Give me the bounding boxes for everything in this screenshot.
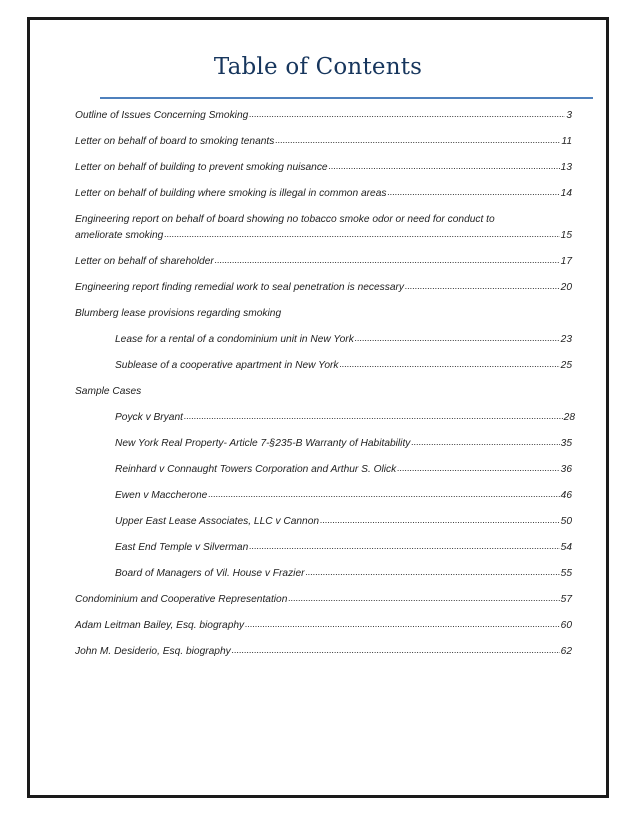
toc-entry-page: 14 bbox=[560, 188, 572, 199]
dot-leader bbox=[164, 228, 559, 241]
toc-entry-label: Letter on behalf of shareholder bbox=[75, 256, 214, 267]
toc-entry-label-line1: Engineering report on behalf of board showing no tobacco smoke odor or need for conduct to bbox=[75, 214, 495, 225]
toc-entry-label: Adam Leitman Bailey, Esq. biography bbox=[75, 620, 245, 631]
toc-entry-page: 50 bbox=[560, 516, 572, 527]
toc-entry-label: ameliorate smoking bbox=[75, 230, 164, 241]
toc-entry-poyck-v-bryant[interactable] bbox=[115, 411, 575, 424]
toc-entry-label: New York Real Property- Article 7-§235-B Warranty of Habitability bbox=[115, 438, 411, 449]
title-underline bbox=[100, 97, 593, 99]
toc-entry-engineering-report-remedial[interactable] bbox=[75, 281, 572, 294]
toc-entry-page: 28 bbox=[563, 412, 575, 423]
toc-entry-page: 23 bbox=[560, 334, 572, 345]
toc-entry-ewen[interactable] bbox=[115, 489, 572, 502]
toc-entry-page: 13 bbox=[560, 162, 572, 173]
toc-entry-label: Condominium and Cooperative Representation bbox=[75, 594, 288, 605]
dot-leader bbox=[397, 462, 559, 475]
toc-entry-label: Engineering report finding remedial work to seal penetration is necessary bbox=[75, 282, 405, 293]
toc-entry-label: Poyck v Bryant bbox=[115, 412, 183, 423]
dot-leader bbox=[306, 566, 560, 579]
toc-entry-letter-nuisance[interactable] bbox=[75, 161, 572, 174]
dot-leader bbox=[329, 160, 560, 173]
dot-leader bbox=[249, 540, 559, 553]
toc-entry-page: 36 bbox=[560, 464, 572, 475]
toc-entry-page: 46 bbox=[560, 490, 572, 501]
document-page bbox=[27, 17, 609, 798]
toc-entry-bailey-biography[interactable] bbox=[75, 619, 572, 632]
toc-entry-outline[interactable] bbox=[75, 109, 572, 122]
dot-leader bbox=[184, 410, 563, 423]
toc-entry-reinhard[interactable] bbox=[115, 463, 572, 476]
toc-entry-page: 54 bbox=[560, 542, 572, 553]
dot-leader bbox=[411, 436, 559, 449]
dot-leader bbox=[208, 488, 559, 501]
toc-entry-east-end-temple[interactable] bbox=[115, 541, 572, 554]
toc-entry-sublease-cooperative[interactable] bbox=[115, 359, 572, 372]
toc-entry-page: 60 bbox=[560, 620, 572, 631]
dot-leader bbox=[355, 332, 560, 345]
toc-entry-label: Lease for a rental of a condominium unit in New York bbox=[115, 334, 354, 345]
toc-entry-page: 3 bbox=[566, 110, 572, 121]
dot-leader bbox=[249, 108, 565, 121]
toc-entry-page: 15 bbox=[560, 230, 572, 241]
dot-leader bbox=[387, 186, 559, 199]
toc-entry-page: 25 bbox=[560, 360, 572, 371]
toc-entry-upper-east[interactable] bbox=[115, 515, 572, 528]
dot-leader bbox=[245, 618, 560, 631]
toc-section-sample-cases bbox=[75, 385, 572, 398]
toc-entry-label: Letter on behalf of board to smoking tenants bbox=[75, 136, 275, 147]
toc-entry-page: 20 bbox=[560, 282, 572, 293]
toc-entry-page: 55 bbox=[560, 568, 572, 579]
toc-entry-engineering-report-board[interactable] bbox=[75, 213, 572, 242]
dot-leader bbox=[405, 280, 560, 293]
toc-entry-page: 17 bbox=[560, 256, 572, 267]
toc-entry-letter-board[interactable] bbox=[75, 135, 572, 148]
toc-entry-desiderio-biography[interactable] bbox=[75, 645, 572, 658]
dot-leader bbox=[320, 514, 560, 527]
toc-entry-label: Letter on behalf of building to prevent smoking nuisance bbox=[75, 162, 328, 173]
toc-entry-label: Sublease of a cooperative apartment in New York bbox=[115, 360, 339, 371]
toc-entry-label: Ewen v Maccherone bbox=[115, 490, 208, 501]
toc-entry-label: Letter on behalf of building where smoking is illegal in common areas bbox=[75, 188, 387, 199]
toc-section-label: Sample Cases bbox=[75, 386, 142, 397]
toc-entry-label: East End Temple v Silverman bbox=[115, 542, 249, 553]
toc-entry-label: Upper East Lease Associates, LLC v Cannon bbox=[115, 516, 320, 527]
toc-entry-condominium-representation[interactable] bbox=[75, 593, 572, 606]
toc-entry-ny-real-property[interactable] bbox=[115, 437, 572, 450]
toc-entry-label: John M. Desiderio, Esq. biography bbox=[75, 646, 231, 657]
dot-leader bbox=[275, 134, 560, 147]
dot-leader bbox=[340, 358, 560, 371]
toc-entry-letter-shareholder[interactable] bbox=[75, 255, 572, 268]
toc-section-label: Blumberg lease provisions regarding smoking bbox=[75, 308, 282, 319]
toc-entry-letter-common-areas[interactable] bbox=[75, 187, 572, 200]
toc-entry-vil-house[interactable] bbox=[115, 567, 572, 580]
toc-entry-label: Outline of Issues Concerning Smoking bbox=[75, 110, 249, 121]
toc-section-blumberg bbox=[75, 307, 572, 320]
dot-leader bbox=[288, 592, 559, 605]
dot-leader bbox=[232, 644, 560, 657]
toc-entry-page: 35 bbox=[560, 438, 572, 449]
toc-entry-lease-condominium[interactable] bbox=[115, 333, 572, 346]
toc-entry-page: 62 bbox=[560, 646, 572, 657]
toc-entry-page: 57 bbox=[560, 594, 572, 605]
toc-entry-label: Reinhard v Connaught Towers Corporation and Arthur S. Olick bbox=[115, 464, 397, 475]
page-title: Table of Contents bbox=[213, 54, 423, 80]
toc-entry-label: Board of Managers of Vil. House v Frazier bbox=[115, 568, 305, 579]
dot-leader bbox=[215, 254, 560, 267]
toc-entry-page: 11 bbox=[561, 136, 572, 147]
